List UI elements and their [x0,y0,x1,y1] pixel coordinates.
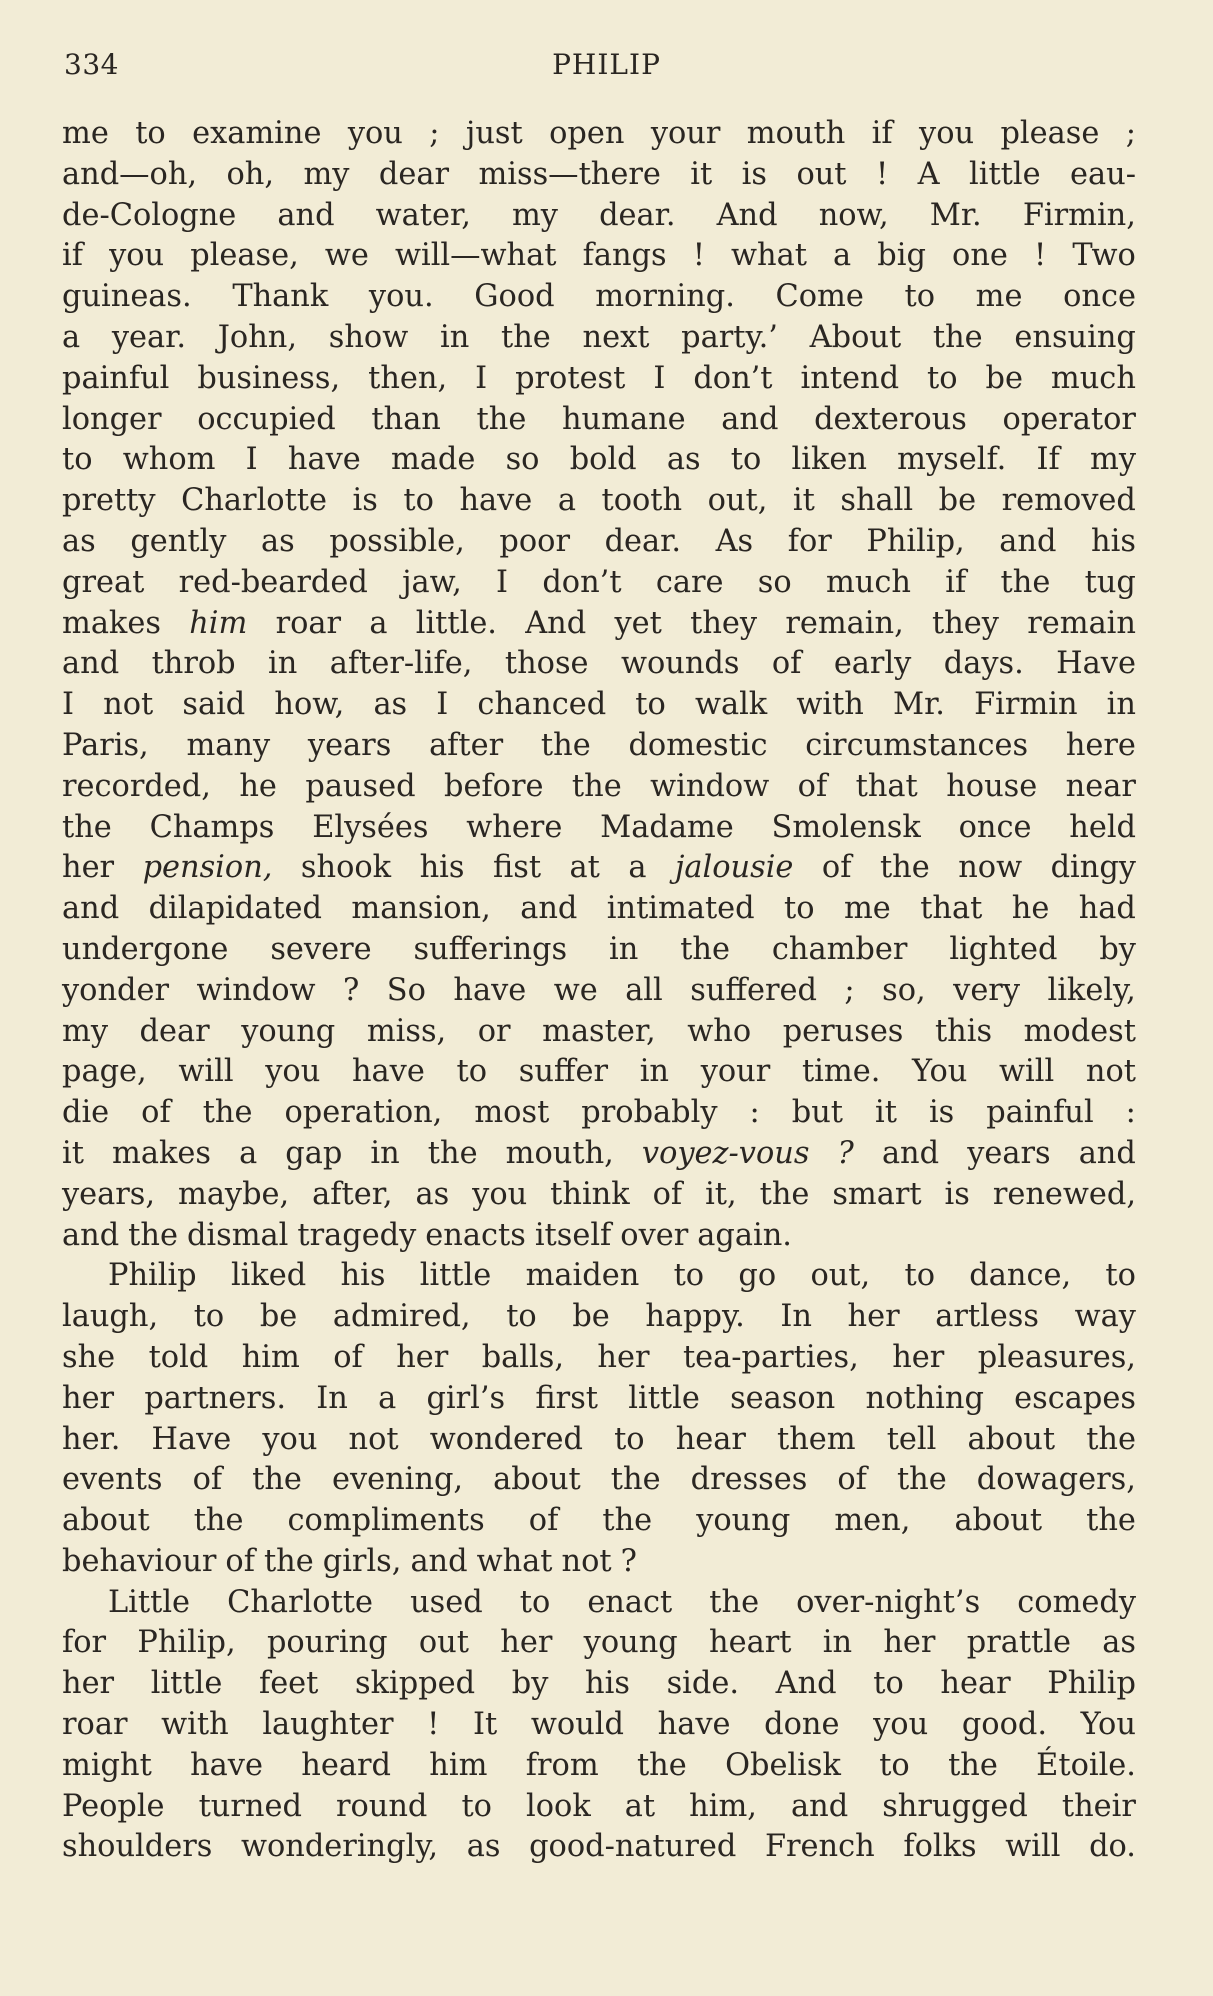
text-line: her. Have you not wondered to hear them tell about the [62,1421,1136,1457]
body-text [62,114,1136,1868]
text-line: Philip liked his little maiden to go out, to dance, to [108,1258,1136,1294]
text-line: if you please, we will—what fangs ! what a big one ! Two [62,238,1136,274]
text-line: the Champs Elysées where Madame Smolensk once held [62,809,1136,845]
text-line: for Philip, pouring out her young heart in her prattle as [62,1625,1136,1661]
text-line: roar with laughter ! It would have done you good. You [62,1707,1136,1743]
text-line: guineas. Thank you. Good morning. Come to me once [62,279,1136,315]
text-line: Little Charlotte used to enact the over-night’s comedy [108,1584,1136,1620]
text-line: her little feet skipped by his side. And to hear Philip [62,1666,1136,1702]
text-line: and throb in after-life, those wounds of early days. Have [62,646,1136,682]
text-line: die of the operation, most probably : but it is painful : [62,1095,1136,1131]
text-line: undergone severe sufferings in the chamber lighted by [62,931,1136,967]
text-line: might have heard him from the Obelisk to the Étoile. [62,1747,1136,1783]
text-line: behaviour of the girls, and what not ? [62,1543,637,1579]
text-line: my dear young miss, or master, who peruses this modest [62,1013,1136,1049]
text-line: makes him roar a little. And yet they remain, they remain [62,605,1136,641]
text-line: me to examine you ; just open your mouth if you please ; [62,116,1136,151]
text-line: her pension, shook his fist at a jalousie of the now dingy [62,850,1136,886]
text-line: pretty Charlotte is to have a tooth out, it shall be removed [62,483,1136,519]
text-line: recorded, he paused before the window of that house near [62,768,1136,804]
text-line: longer occupied than the humane and dexterous operator [62,401,1136,437]
text-line: de-Cologne and water, my dear. And now, Mr. Firmin, [62,197,1136,233]
text-line: it makes a gap in the mouth, voyez-vous ? and years and [62,1135,1136,1171]
page-header [64,48,1149,88]
text-line: a year. John, show in the next party.’ About the ensuing [62,319,1136,355]
running-head: PHILIP [552,48,661,81]
text-line: years, maybe, after, as you think of it, the smart is renewed, [62,1176,1136,1212]
text-line: great red-bearded jaw, I don’t care so much if the tug [62,564,1136,600]
text-line: as gently as possible, poor dear. As for Philip, and his [62,523,1136,559]
text-line: and—oh, oh, my dear miss—there it is out ! A little eau- [62,156,1136,192]
text-line: yonder window ? So have we all suffered ; so, very likely, [62,972,1136,1008]
text-line: about the compliments of the young men, about the [62,1503,1136,1539]
text-line: laugh, to be admired, to be happy. In her artless way [62,1299,1136,1335]
text-line: page, will you have to suffer in your time. You will not [62,1054,1136,1090]
text-line: her partners. In a girl’s first little season nothing escapes [62,1380,1136,1416]
text-line: she told him of her balls, her tea-parties, her pleasures, [62,1339,1136,1375]
text-line: and the dismal tragedy enacts itself over again. [62,1217,792,1253]
text-line: shoulders wonderingly, as good-natured French folks will do. [62,1829,1136,1865]
text-line: People turned round to look at him, and shrugged their [62,1788,1136,1824]
text-line: to whom I have made so bold as to liken myself. If my [62,442,1136,478]
text-line: events of the evening, about the dresses of the dowagers, [62,1462,1136,1498]
page-number: 334 [64,48,119,81]
text-line: I not said how, as I chanced to walk with Mr. Firmin in [62,687,1136,723]
text-line: Paris, many years after the domestic circumstances here [62,727,1136,763]
text-line: painful business, then, I protest I don’t intend to be much [62,360,1136,396]
text-line: and dilapidated mansion, and intimated to me that he had [62,891,1136,927]
